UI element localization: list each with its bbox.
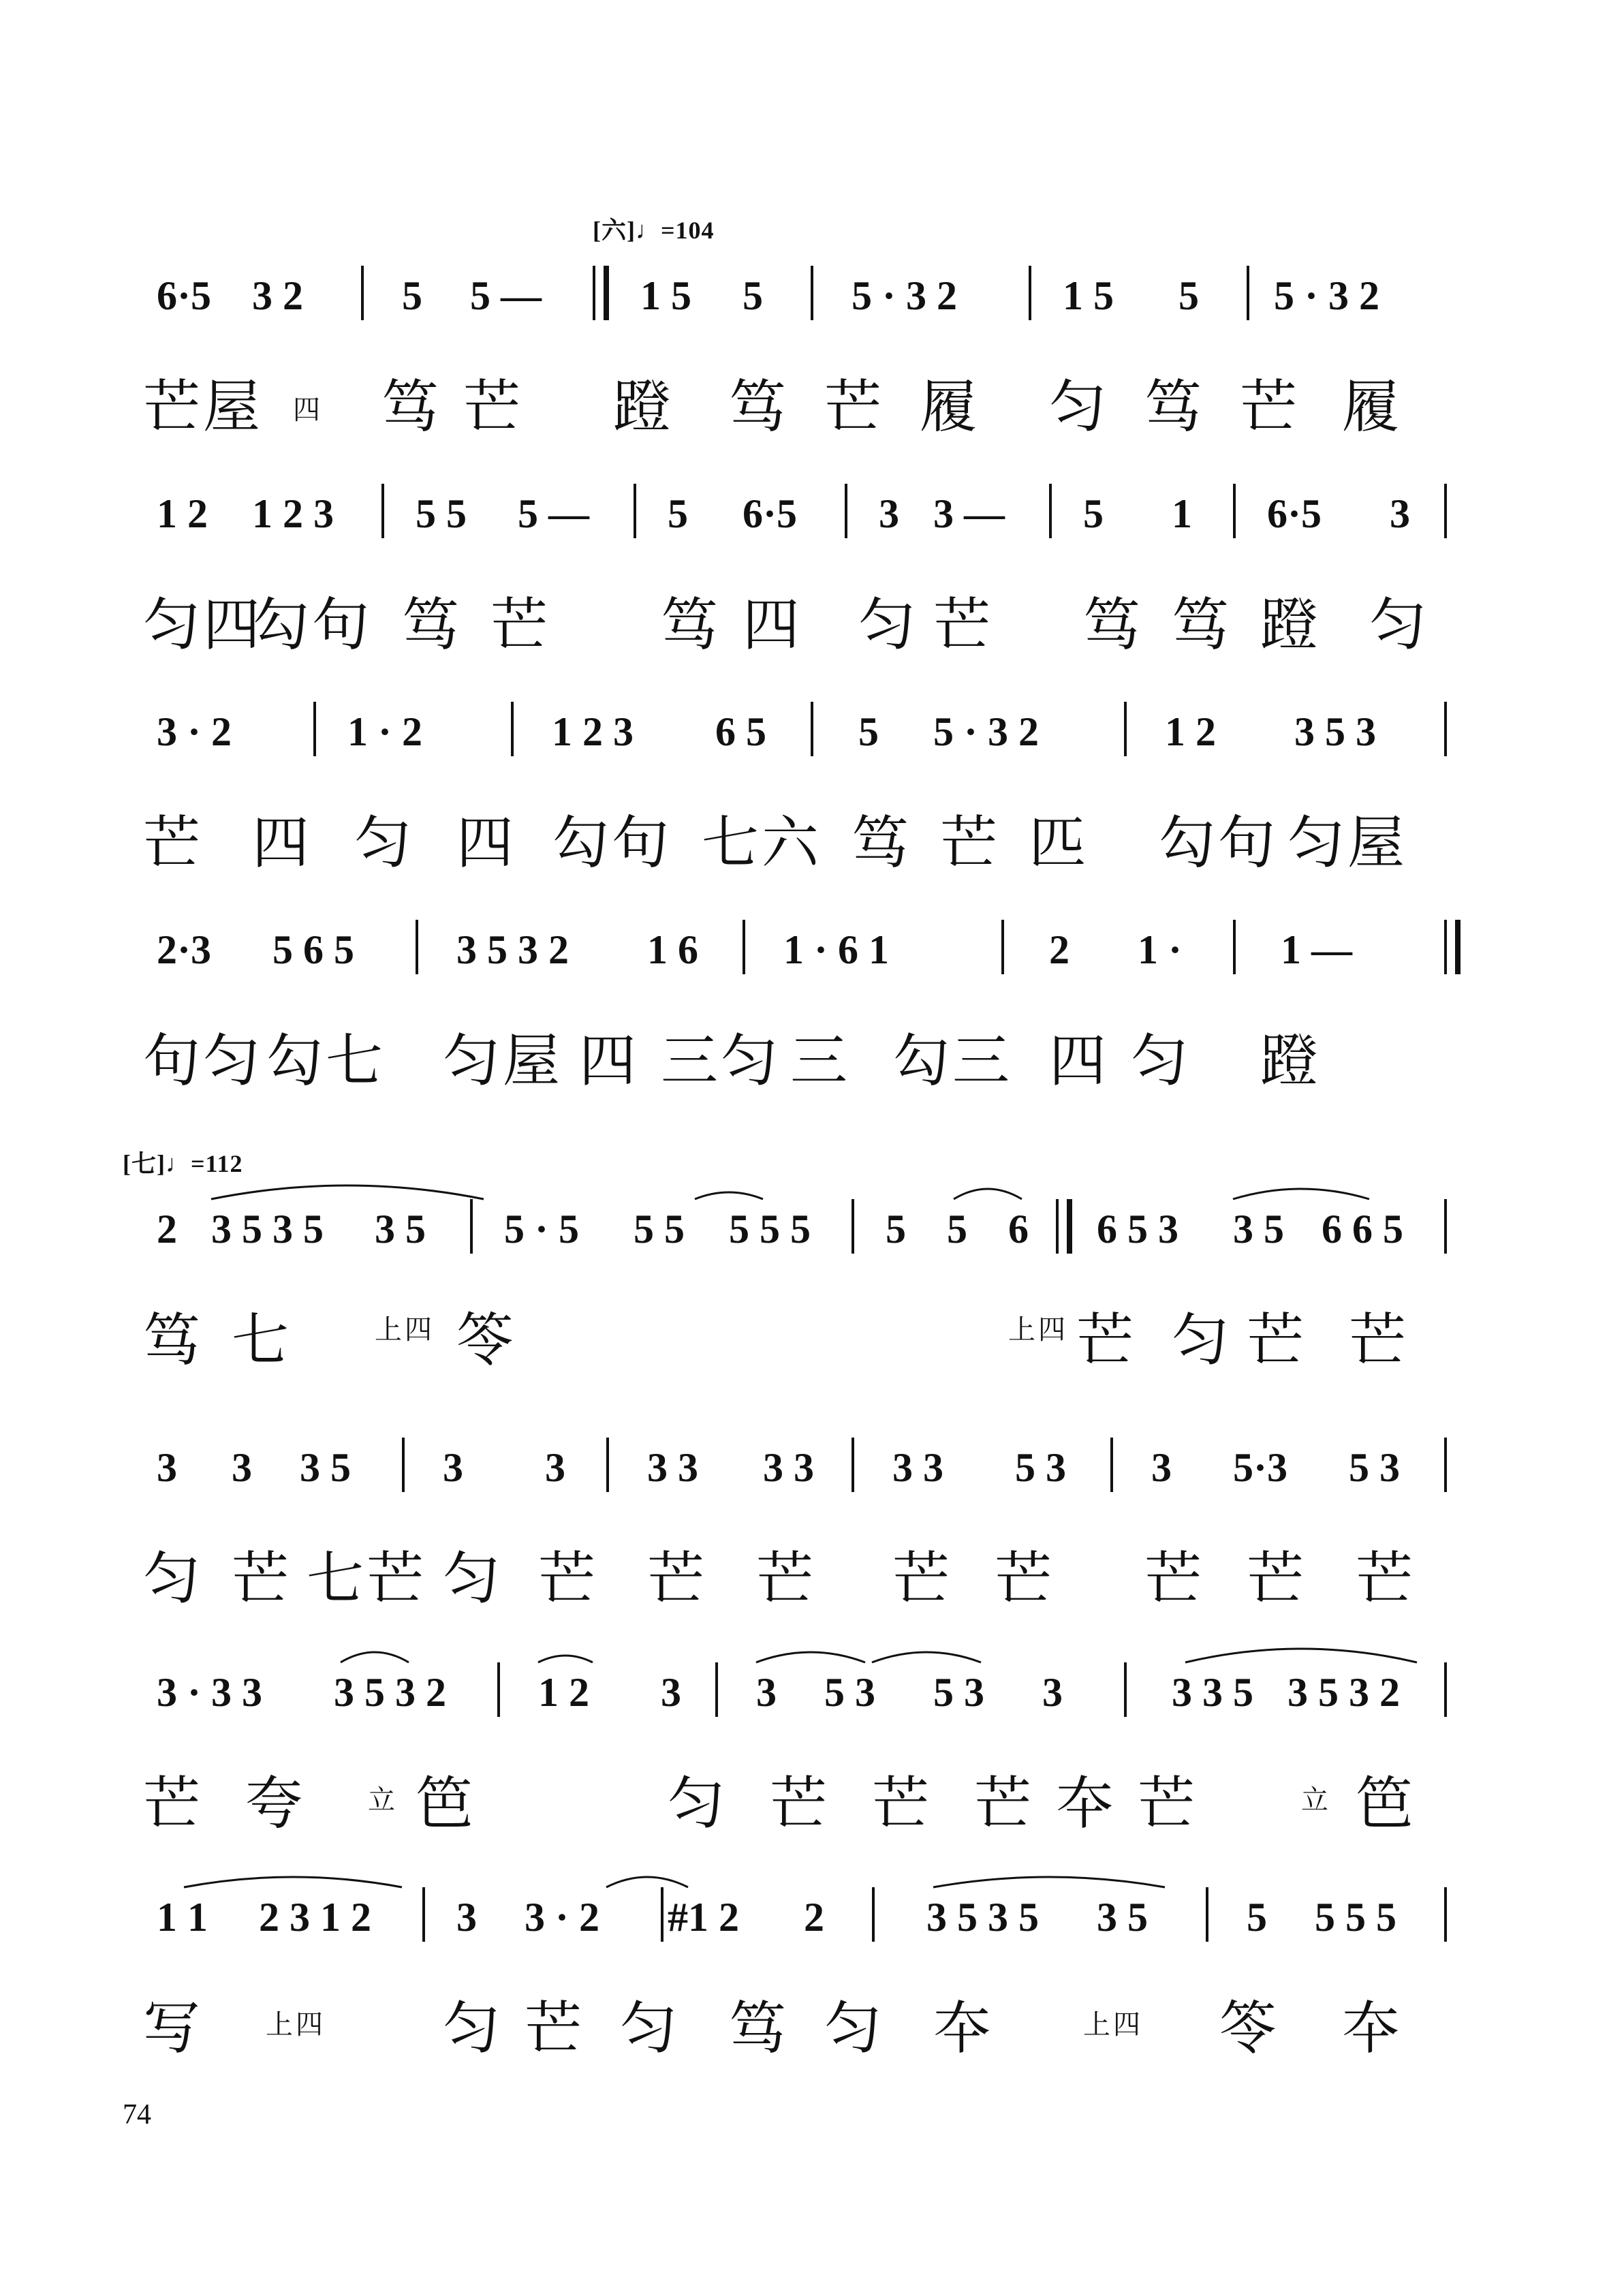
jianzi-char: 勾句 (1158, 809, 1279, 876)
note-group: 5 6 5 (272, 927, 354, 972)
barline (1124, 1662, 1127, 1717)
barline (852, 1438, 854, 1492)
jianpu-line (143, 681, 1478, 763)
jianzi-char: 四 (743, 591, 803, 658)
jianzi-line (143, 1002, 1478, 1104)
jianpu-line (143, 1417, 1478, 1499)
note-group: 5 · 3 2 (1274, 273, 1380, 318)
jianzi-char: 芒 (1356, 1545, 1416, 1612)
score-system-5 (143, 1179, 1478, 1424)
note-group: 5 — (470, 273, 542, 318)
jianzi-line (143, 784, 1478, 886)
double-barline (593, 266, 609, 320)
jianzi-char: 笃 (852, 809, 912, 876)
note-group: 3 · 3 3 (157, 1670, 263, 1715)
score-system-8 (143, 1867, 1478, 2112)
note-group: 5 5 5 (729, 1207, 811, 1252)
note-group: 1 2 (538, 1670, 589, 1715)
note-group: 1 — (1281, 927, 1352, 972)
jianzi-line (143, 1519, 1478, 1622)
jianzi-char: 笭 (1219, 1995, 1280, 2062)
jianzi-char: 勾七 (266, 1027, 386, 1094)
note-group: 2 (157, 1207, 177, 1252)
jianzi-char: 匀 (354, 809, 415, 876)
jianzi-char: 芒 (756, 1545, 817, 1612)
note-group: 3 3 (763, 1445, 814, 1490)
note-group: 5 3 (1349, 1445, 1400, 1490)
barline (1247, 266, 1249, 320)
jianzi-char: 四 (579, 1027, 640, 1094)
note-group: 1 2 3 (252, 491, 334, 536)
jianzi-char: 七 (232, 1307, 292, 1374)
barline (715, 1662, 718, 1717)
jianzi-char: 芒 (824, 373, 885, 440)
barline (1444, 1887, 1447, 1942)
jianzi-char: 芒 (940, 809, 1001, 876)
jianzi-line (143, 1281, 1478, 1383)
jianzi-char: 匀 (668, 1770, 728, 1837)
jianzi-char: 芒 (647, 1545, 708, 1612)
jianzi-char: 三 (790, 1027, 851, 1094)
note-group: 5 (886, 1207, 906, 1252)
note-group: 2 3 1 2 (259, 1895, 371, 1940)
note-group: 3 5 3 2 (456, 927, 569, 972)
note-group: 5 · 3 2 (852, 273, 958, 318)
note-group: 1 1 (157, 1895, 208, 1940)
jianzi-char: 匀 (858, 591, 919, 658)
note-group: 6 5 (715, 709, 766, 754)
jianzi-char: 夲 (1056, 1770, 1116, 1837)
jianzi-char: 匹 (1029, 809, 1089, 876)
note-group: 3 (879, 491, 899, 536)
jianzi-char: 芒 (933, 591, 994, 658)
jianzi-char: 笃 (402, 591, 463, 658)
jianzi-char: 夲 (933, 1995, 994, 2062)
note-group: 1 2 (157, 491, 208, 536)
barline (1444, 702, 1447, 756)
note-group: 5 (1247, 1895, 1267, 1940)
score-system-7 (143, 1642, 1478, 1887)
jianpu-line (143, 245, 1478, 327)
note-group: 5 3 (933, 1670, 984, 1715)
note-group: 3 5 3 (1294, 709, 1376, 754)
note-group: 5 (1083, 491, 1104, 536)
jianpu-line (143, 1867, 1478, 1949)
note-group: 3 2 (252, 273, 303, 318)
note-group: 5 · 3 2 (933, 709, 1040, 754)
jianzi-char: 芒 (1240, 373, 1300, 440)
note-group: 1 2 (1165, 709, 1216, 754)
jianpu-line (143, 463, 1478, 545)
jianzi-char: 蹬 (1260, 1027, 1321, 1094)
note-group: 2·3 (157, 927, 212, 972)
section-seven-marker (123, 1145, 243, 1179)
note-group: 1 · 2 (347, 709, 423, 754)
jianzi-char: 笃 (729, 1995, 790, 2062)
note-group: 3 (456, 1895, 477, 1940)
score-system-6 (143, 1417, 1478, 1662)
jianzi-char: 芒 (1247, 1307, 1307, 1374)
barline (1444, 1438, 1447, 1492)
note-group: 3 — (933, 491, 1005, 536)
note-group: 1 · (1138, 927, 1183, 972)
jianzi-char: 芒 (490, 591, 551, 658)
section-six-marker (593, 211, 715, 246)
barline (381, 484, 384, 538)
barline (606, 1438, 609, 1492)
note-group: 1 (1172, 491, 1192, 536)
note-group: 3 · 2 (525, 1895, 600, 1940)
barline (470, 1199, 473, 1254)
score-system-1 (143, 245, 1478, 491)
note-group: 3 (157, 1445, 177, 1490)
jianzi-char: 笆 (416, 1770, 476, 1837)
score-system-2 (143, 463, 1478, 709)
jianzi-char: 芒 (1247, 1545, 1307, 1612)
jianzi-char: 三匀 (661, 1027, 781, 1094)
note-group: 5·3 (1233, 1445, 1288, 1490)
section-marker: [七] (123, 1150, 166, 1177)
jianpu-line (143, 1179, 1478, 1260)
jianzi-char: 勾句 (552, 809, 672, 876)
jianzi-char: 七芒 (307, 1545, 427, 1612)
jianzi-line (143, 565, 1478, 668)
note-group: 5 (743, 273, 763, 318)
jianzi-char: 四 (252, 809, 313, 876)
jianzi-char: 匀 (1049, 373, 1110, 440)
note-group: 3 (545, 1445, 565, 1490)
note-group: 6·5 (157, 273, 212, 318)
jianzi-char: 勾三 (892, 1027, 1013, 1094)
barline (416, 920, 418, 974)
repeat-barline (1056, 1199, 1072, 1254)
jianzi-char: 笃 (729, 373, 790, 440)
jianzi-char: 夸 (245, 1770, 306, 1837)
note-group: 5 (947, 1207, 967, 1252)
note-group: 6 5 3 (1097, 1207, 1178, 1252)
jianzi-char: 芒屋 (143, 373, 264, 440)
barline (845, 484, 847, 538)
note-group: 3 3 (647, 1445, 698, 1490)
barline (872, 1887, 875, 1942)
note-group: 5 (402, 273, 422, 318)
note-group: 3 (1390, 491, 1410, 536)
jianzi-char: 芒 (1349, 1307, 1409, 1374)
note-group: 2 (804, 1895, 824, 1940)
jianzi-char: 芒 (974, 1770, 1035, 1837)
note-group: 3 (1042, 1670, 1063, 1715)
jianzi-char: 芒 (143, 1770, 204, 1837)
note-group: 6 6 5 (1322, 1207, 1403, 1252)
barline (313, 702, 316, 756)
note-group: 3 5 3 2 (334, 1670, 446, 1715)
note-group: 1 5 (640, 273, 691, 318)
note-group: 5 (858, 709, 879, 754)
section-marker: [六] (593, 217, 636, 244)
score-system-3 (143, 681, 1478, 927)
barline (422, 1887, 425, 1942)
jianzi-char: 芒 (995, 1545, 1055, 1612)
tempo-mark: ♩=112 (165, 1150, 243, 1177)
barline (1110, 1438, 1113, 1492)
note-group: #1 2 (668, 1895, 739, 1940)
note-group: 5 5 5 (1315, 1895, 1396, 1940)
barline (1124, 702, 1127, 756)
note-group: 3 (232, 1445, 252, 1490)
barline (1444, 1662, 1447, 1717)
jianzi-char: 笃 (1083, 591, 1144, 658)
jianzi-char: 芒 (525, 1995, 585, 2062)
jianzi-char: 勾句 (252, 591, 373, 658)
note-group: 5 · 5 (504, 1207, 580, 1252)
note-group: 1 · 6 1 (783, 927, 890, 972)
jianzi-char: 句匀 (143, 1027, 264, 1094)
note-group: 3 5 (1097, 1895, 1148, 1940)
note-group: 3 5 (1233, 1207, 1284, 1252)
note-group: 6·5 (1267, 491, 1322, 536)
jianzi-char: 芒 (1138, 1770, 1198, 1837)
note-group: 5 3 (1015, 1445, 1066, 1490)
barline (1444, 1199, 1447, 1254)
note-group: 3 3 (892, 1445, 943, 1490)
note-group: 5 (668, 491, 688, 536)
barline (852, 1199, 854, 1254)
jianzi-char: 笭 (456, 1307, 517, 1374)
barline (1233, 484, 1236, 538)
jianzi-char: 夲 (1342, 1995, 1403, 2062)
barline (811, 266, 813, 320)
note-group: 6·5 (743, 491, 798, 536)
barline (811, 702, 813, 756)
jianzi-char: 芒 (463, 373, 524, 440)
jianzi-line (143, 1969, 1478, 2071)
jianzi-char: 四 (293, 394, 323, 426)
jianzi-char: 芒 (770, 1770, 830, 1837)
jianzi-char: 匀 (1172, 1307, 1232, 1374)
barline (402, 1438, 405, 1492)
barline (511, 702, 514, 756)
jianzi-char: 匀 (824, 1995, 885, 2062)
jianzi-char: 芒 (892, 1545, 953, 1612)
barline (634, 484, 636, 538)
jianzi-char: 笃 (381, 373, 442, 440)
note-group: 2 (1049, 927, 1069, 972)
note-group: 1 5 (1063, 273, 1114, 318)
jianzi-char: 笃 (1144, 373, 1205, 440)
page-number: 74 (123, 2099, 151, 2130)
jianzi-char: 芒 (143, 809, 204, 876)
jianzi-char: 七六 (702, 809, 822, 876)
jianzi-char: 上四 (1008, 1314, 1068, 1346)
barline (1001, 920, 1004, 974)
note-group: 3 3 5 (1172, 1670, 1253, 1715)
barline (497, 1662, 500, 1717)
barline (1206, 1887, 1208, 1942)
note-group: 3 5 3 5 (926, 1895, 1039, 1940)
jianzi-char: 匀 (620, 1995, 681, 2062)
jianzi-line (143, 347, 1478, 450)
tempo-mark: ♩=104 (635, 217, 715, 244)
jianzi-char: 履 (1342, 373, 1403, 440)
barline (1444, 484, 1447, 538)
jianzi-char: 笃 (1172, 591, 1232, 658)
note-group: 3 5 3 5 (211, 1207, 324, 1252)
jianzi-char: 笆 (1356, 1770, 1416, 1837)
barline (1233, 920, 1236, 974)
jianpu-line (143, 1642, 1478, 1724)
note-group: 3 5 (375, 1207, 426, 1252)
jianzi-char: 上四 (375, 1314, 435, 1346)
note-group: 3 · 2 (157, 709, 232, 754)
note-group: 3 (1151, 1445, 1172, 1490)
jianzi-char: 芒 (232, 1545, 292, 1612)
note-group: 5 5 (634, 1207, 685, 1252)
jianzi-char: 四 (456, 809, 517, 876)
jianzi-char: 芒 (538, 1545, 599, 1612)
barline (661, 1887, 663, 1942)
jianzi-char: 芒 (1144, 1545, 1205, 1612)
jianzi-char: 匀屋 (443, 1027, 563, 1094)
jianzi-char: 匀四 (143, 591, 264, 658)
jianpu-line (143, 899, 1478, 981)
note-group: 3 (661, 1670, 681, 1715)
note-group: 1 2 3 (552, 709, 634, 754)
jianzi-char: 芒 (1076, 1307, 1137, 1374)
barline (361, 266, 364, 320)
note-group: 5 3 (824, 1670, 875, 1715)
note-group: 3 5 3 2 (1287, 1670, 1400, 1715)
jianzi-char: 笃 (661, 591, 721, 658)
jianzi-char: 立 (1301, 1784, 1331, 1816)
note-group: 3 (756, 1670, 777, 1715)
double-barline (1444, 920, 1461, 974)
note-group: 3 5 (300, 1445, 351, 1490)
note-group: 3 (443, 1445, 463, 1490)
jianzi-char: 履 (920, 373, 980, 440)
jianzi-char: 四 (1049, 1027, 1110, 1094)
jianzi-char: 芒 (872, 1770, 933, 1837)
jianzi-char: 匀 (443, 1545, 503, 1612)
note-group: 5 (1178, 273, 1199, 318)
barline (743, 920, 745, 974)
jianzi-char: 蹬 (613, 373, 674, 440)
note-group: 1 6 (647, 927, 698, 972)
score-system-4 (143, 899, 1478, 1145)
jianzi-char: 写 (143, 1995, 204, 2062)
note-group: 6 (1008, 1207, 1029, 1252)
jianzi-char: 立 (368, 1784, 398, 1816)
barline (1049, 484, 1052, 538)
jianzi-char: 上四 (1083, 2009, 1143, 2041)
jianzi-char: 匀屋 (1287, 809, 1408, 876)
jianzi-char: 匀 (1369, 591, 1430, 658)
jianzi-char: 匀 (443, 1995, 503, 2062)
jianzi-char: 蹬 (1260, 591, 1321, 658)
jianzi-char: 匀 (143, 1545, 204, 1612)
note-group: 5 — (518, 491, 589, 536)
barline (1029, 266, 1031, 320)
jianzi-line (143, 1744, 1478, 1846)
jianzi-char: 笃 (143, 1307, 204, 1374)
note-group: 5 5 (416, 491, 467, 536)
jianzi-char: 匀 (1131, 1027, 1191, 1094)
jianzi-char: 上四 (266, 2009, 326, 2041)
